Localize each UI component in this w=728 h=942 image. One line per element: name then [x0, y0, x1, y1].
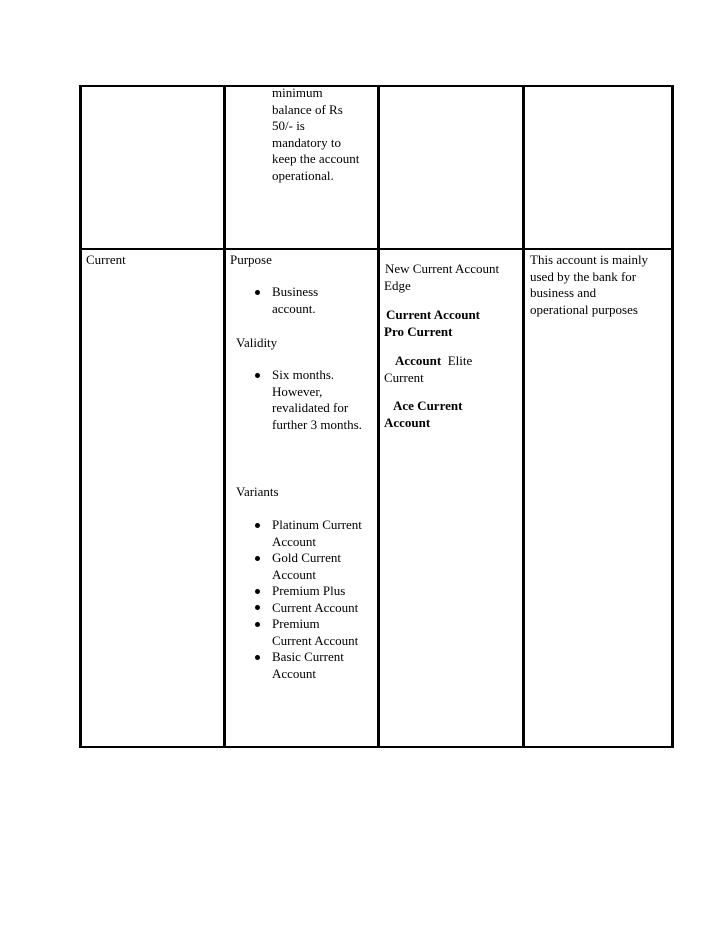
description-line: used by the bank for — [530, 268, 637, 284]
variant-item-line: Account — [272, 665, 317, 681]
account-table — [79, 85, 674, 748]
variant-name-line: Current Account — [386, 307, 481, 322]
column-divider-1 — [223, 85, 226, 748]
column-divider-3 — [522, 85, 525, 748]
bullet-icon — [255, 622, 260, 627]
text-line: keep the account — [272, 151, 360, 166]
row-divider — [79, 248, 674, 250]
variant-name-line: New Current Account — [385, 261, 500, 276]
purpose-item-line: account. — [272, 300, 316, 316]
table-border-right — [671, 85, 674, 748]
table-border-bottom — [79, 746, 674, 748]
variant-item-line: Account — [272, 566, 317, 582]
bullet-icon — [255, 589, 260, 594]
bullet-icon — [255, 605, 260, 610]
variant-name-line: Ace Current — [393, 398, 463, 413]
variant-item-line: Premium — [272, 616, 320, 631]
column-divider-2 — [377, 85, 380, 748]
text-line: 50/- is — [272, 118, 305, 133]
purpose-item-line: Business — [272, 284, 319, 299]
text-line: minimum — [272, 85, 323, 100]
bullet-icon — [255, 290, 260, 295]
bullet-icon — [255, 556, 260, 561]
description-line: business and — [530, 285, 597, 300]
variant-name-line: Current — [384, 369, 424, 385]
variant-name-rest: Elite — [447, 353, 473, 368]
purpose-heading: Purpose — [230, 252, 272, 267]
variant-item-line: Gold Current — [272, 550, 341, 565]
text-line: mandatory to — [272, 134, 341, 150]
variant-name-line: Edge — [384, 277, 411, 293]
text-line: balance of Rs — [272, 101, 343, 117]
bullet-icon — [255, 373, 260, 378]
variant-name-bold: Account — [395, 353, 442, 368]
variant-item-line: Current Account — [272, 632, 359, 648]
table-border-left — [79, 85, 82, 748]
table-border-top — [79, 85, 674, 87]
variant-name-line — [395, 353, 472, 370]
variants-heading: Variants — [236, 484, 279, 499]
description-line: This account is mainly — [530, 252, 649, 267]
variant-item-line: Premium Plus — [272, 583, 346, 598]
variant-item-line: Current Account — [272, 599, 359, 615]
validity-item-line: Six months. — [272, 367, 335, 382]
variant-name-line: Account — [384, 414, 431, 430]
text-line: operational. — [272, 167, 334, 183]
description-line: operational purposes — [530, 301, 638, 317]
bullet-icon — [255, 523, 260, 528]
bullet-icon — [255, 655, 260, 660]
variant-item-line: Basic Current — [272, 649, 344, 664]
validity-item-line: However, — [272, 383, 323, 399]
account-type-label: Current — [86, 252, 126, 267]
variant-name-line: Pro Current — [384, 323, 453, 339]
variant-item-line: Platinum Current — [272, 517, 362, 532]
validity-heading: Validity — [236, 335, 278, 350]
variant-item-line: Account — [272, 533, 317, 549]
validity-item-line: further 3 months. — [272, 416, 362, 432]
validity-item-line: revalidated for — [272, 400, 349, 415]
